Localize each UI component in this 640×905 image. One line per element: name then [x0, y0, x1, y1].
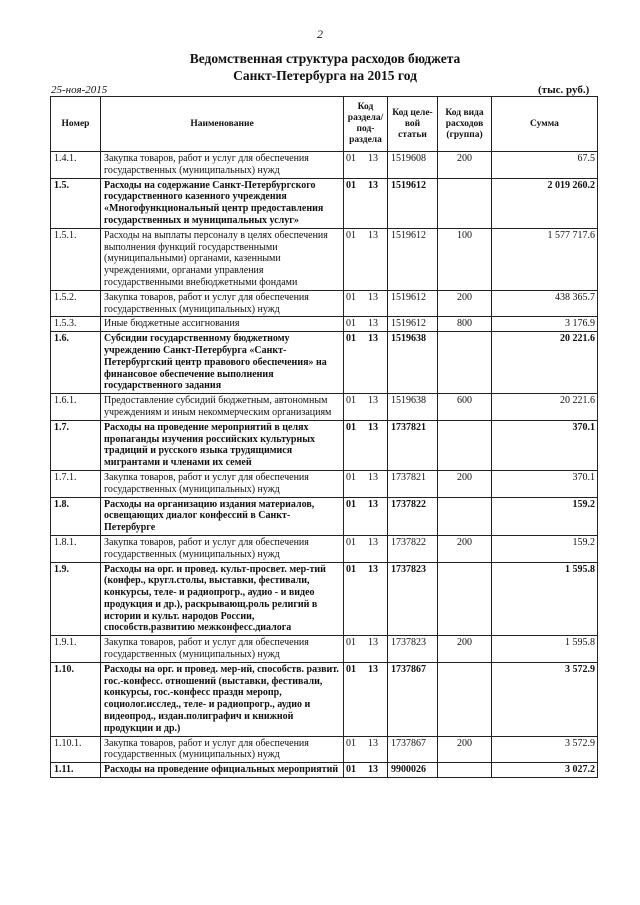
row-name: Расходы на орг. и провед. культ-просвет. мер-тий (конфер., кругл.столы, выставки, фестивали, конкурсы, теле- и радиопрогр., аудио - и видео продукция и др.), раскрывающ.роль религий в истории и культ. народов России, способств.развитию межконфесс.диалога: [101, 562, 344, 636]
row-number: 1.5.: [51, 178, 101, 228]
row-section: [344, 535, 388, 562]
row-name: Субсидии государственному бюджетному учреждению Санкт-Петербурга «Санкт-Петербургский центр правового обеспечения» на финансовое обеспечение выполнения государственного задания: [101, 332, 344, 394]
row-name: Предоставление субсидий бюджетным, автономным учреждениям и иным некоммерческим организациям: [101, 394, 344, 421]
row-article: 1519612: [388, 290, 438, 317]
row-number: 1.10.: [51, 662, 101, 736]
row-sum: 2 019 260.2: [492, 178, 598, 228]
row-section-code: 01: [346, 764, 356, 776]
row-name: Расходы на выплаты персоналу в целях обеспечения выполнения функций государственными (муниципальными) органами, казенными учреждениями, органами управления государственными внебюджетными фондами: [101, 228, 344, 290]
row-article: 9900026: [388, 763, 438, 778]
row-name: Иные бюджетные ассигнования: [101, 317, 344, 332]
document-title: [0, 50, 640, 84]
row-vr: 200: [438, 535, 492, 562]
row-subsection-code: 13: [368, 471, 378, 483]
table-row: [51, 736, 598, 763]
row-subsection-code: 13: [368, 737, 378, 749]
row-name: Расходы на проведение официальных мероприятий: [101, 763, 344, 778]
page-number: 2: [317, 27, 323, 41]
row-subsection-code: 13: [368, 663, 378, 675]
row-article: 1519608: [388, 152, 438, 179]
row-section-code: 01: [346, 318, 356, 330]
row-subsection-code: 13: [368, 421, 378, 433]
row-name: Расходы на содержание Санкт-Петербургского государственного казенного учреждения «Многофункциональный центр предоставления государственных и муниципальных услуг»: [101, 178, 344, 228]
row-vr: [438, 420, 492, 470]
table-row: [51, 535, 598, 562]
row-section-code: 01: [346, 637, 356, 649]
row-name: Расходы на орг. и провед. мер-ий, способств. развит. гос.-конфесс. отношений (выставки, фестивали, конкурсы, гос.-конфесс праздн меропр, социолог.исслед., теле- и радиопрогр., аудио и видеопрод., издан.полиграфич и книжной продукции и др.): [101, 662, 344, 736]
header-name: Наименование: [101, 97, 344, 152]
row-subsection-code: 13: [368, 764, 378, 776]
table-row: [51, 420, 598, 470]
row-article: 1519638: [388, 394, 438, 421]
row-section-code: 01: [346, 395, 356, 407]
row-vr: 800: [438, 317, 492, 332]
row-subsection-code: 13: [368, 498, 378, 510]
row-section-code: 01: [346, 536, 356, 548]
row-section-code: 01: [346, 229, 356, 241]
table-row: [51, 290, 598, 317]
row-section: [344, 736, 388, 763]
row-vr: 200: [438, 736, 492, 763]
row-number: 1.11.: [51, 763, 101, 778]
row-section-code: 01: [346, 421, 356, 433]
row-subsection-code: 13: [368, 318, 378, 330]
row-article: 1519612: [388, 317, 438, 332]
row-vr: [438, 662, 492, 736]
row-article: 1737867: [388, 736, 438, 763]
row-article: 1737823: [388, 636, 438, 663]
table-row: [51, 562, 598, 636]
table-row: [51, 763, 598, 778]
row-sum: 159.2: [492, 535, 598, 562]
row-section: [344, 228, 388, 290]
row-sum: 159.2: [492, 497, 598, 535]
table-header-row: [51, 97, 598, 152]
row-section: [344, 636, 388, 663]
row-number: 1.4.1.: [51, 152, 101, 179]
row-name: Закупка товаров, работ и услуг для обеспечения государственных (муниципальных) нужд: [101, 736, 344, 763]
table-row: [51, 497, 598, 535]
row-name: Расходы на проведение мероприятий в целях пропаганды изучения российских культурных традиций и русского языка трудящимися мигрантами и членами их семей: [101, 420, 344, 470]
row-number: 1.5.2.: [51, 290, 101, 317]
header-sum: Сумма: [492, 97, 598, 152]
row-section: [344, 420, 388, 470]
row-section: [344, 562, 388, 636]
title-line-2: Санкт-Петербурга на 2015 год: [233, 68, 417, 83]
row-article: 1737821: [388, 470, 438, 497]
row-section: [344, 332, 388, 394]
row-number: 1.7.1.: [51, 470, 101, 497]
row-section-code: 01: [346, 663, 356, 675]
row-vr: [438, 332, 492, 394]
row-vr: [438, 763, 492, 778]
table-row: [51, 636, 598, 663]
row-vr: 100: [438, 228, 492, 290]
row-vr: [438, 497, 492, 535]
header-section: Код раздела/ под-раздела: [344, 97, 388, 152]
row-subsection-code: 13: [368, 333, 378, 345]
row-vr: [438, 178, 492, 228]
row-section: [344, 152, 388, 179]
row-number: 1.9.1.: [51, 636, 101, 663]
row-section-code: 01: [346, 471, 356, 483]
table-row: [51, 228, 598, 290]
budget-table: [50, 96, 598, 778]
row-subsection-code: 13: [368, 563, 378, 575]
document-date: 25-ноя-2015: [51, 84, 108, 96]
table-row: [51, 178, 598, 228]
row-number: 1.5.3.: [51, 317, 101, 332]
header-number: Номер: [51, 97, 101, 152]
row-section: [344, 394, 388, 421]
header-article: Код целе-вой статьи: [388, 97, 438, 152]
row-name: Закупка товаров, работ и услуг для обеспечения государственных (муниципальных) нужд: [101, 535, 344, 562]
row-name: Закупка товаров, работ и услуг для обеспечения государственных (муниципальных) нужд: [101, 152, 344, 179]
row-vr: 600: [438, 394, 492, 421]
row-subsection-code: 13: [368, 153, 378, 164]
table-row: [51, 332, 598, 394]
row-sum: 438 365.7: [492, 290, 598, 317]
row-sum: 3 572.9: [492, 662, 598, 736]
row-vr: 200: [438, 152, 492, 179]
row-sum: 3 176.9: [492, 317, 598, 332]
row-sum: 370.1: [492, 470, 598, 497]
row-section-code: 01: [346, 563, 356, 575]
table-row: [51, 317, 598, 332]
row-name: Расходы на организацию издания материалов, освещающих диалог конфессий в Санкт-Петербурге: [101, 497, 344, 535]
units-label: (тыс. руб.): [538, 84, 590, 96]
row-number: 1.6.1.: [51, 394, 101, 421]
row-number: 1.10.1.: [51, 736, 101, 763]
row-number: 1.8.1.: [51, 535, 101, 562]
row-subsection-code: 13: [368, 291, 378, 303]
row-number: 1.6.: [51, 332, 101, 394]
row-article: 1519612: [388, 178, 438, 228]
row-article: 1737822: [388, 497, 438, 535]
row-article: 1737822: [388, 535, 438, 562]
row-sum: 370.1: [492, 420, 598, 470]
title-line-1: Ведомственная структура расходов бюджета: [189, 51, 461, 66]
row-article: 1737823: [388, 562, 438, 636]
row-section: [344, 497, 388, 535]
row-section-code: 01: [346, 179, 356, 191]
row-number: 1.9.: [51, 562, 101, 636]
row-section: [344, 317, 388, 332]
row-sum: 1 595.8: [492, 636, 598, 663]
table-row: [51, 152, 598, 179]
row-sum: 3 572.9: [492, 736, 598, 763]
row-sum: 3 027.2: [492, 763, 598, 778]
row-article: 1519638: [388, 332, 438, 394]
row-subsection-code: 13: [368, 395, 378, 407]
row-name: Закупка товаров, работ и услуг для обеспечения государственных (муниципальных) нужд: [101, 290, 344, 317]
row-subsection-code: 13: [368, 179, 378, 191]
row-vr: [438, 562, 492, 636]
row-number: 1.8.: [51, 497, 101, 535]
row-sum: 67.5: [492, 152, 598, 179]
row-article: 1519612: [388, 228, 438, 290]
row-section: [344, 763, 388, 778]
row-subsection-code: 13: [368, 536, 378, 548]
row-sum: 20 221.6: [492, 332, 598, 394]
row-sum: 1 577 717.6: [492, 228, 598, 290]
row-sum: 20 221.6: [492, 394, 598, 421]
header-vr: Код вида расходов (группа): [438, 97, 492, 152]
row-name: Закупка товаров, работ и услуг для обеспечения государственных (муниципальных) нужд: [101, 636, 344, 663]
row-section-code: 01: [346, 153, 356, 164]
row-section: [344, 470, 388, 497]
row-number: 1.5.1.: [51, 228, 101, 290]
row-section-code: 01: [346, 737, 356, 749]
row-name: Закупка товаров, работ и услуг для обеспечения государственных (муниципальных) нужд: [101, 470, 344, 497]
row-number: 1.7.: [51, 420, 101, 470]
row-section: [344, 662, 388, 736]
row-section-code: 01: [346, 498, 356, 510]
table-row: [51, 662, 598, 736]
row-subsection-code: 13: [368, 637, 378, 649]
row-vr: 200: [438, 636, 492, 663]
row-section: [344, 178, 388, 228]
row-section: [344, 290, 388, 317]
row-subsection-code: 13: [368, 229, 378, 241]
row-vr: 200: [438, 290, 492, 317]
row-article: 1737821: [388, 420, 438, 470]
table-row: [51, 470, 598, 497]
row-article: 1737867: [388, 662, 438, 736]
row-section-code: 01: [346, 291, 356, 303]
row-sum: 1 595.8: [492, 562, 598, 636]
row-section-code: 01: [346, 333, 356, 345]
table-row: [51, 394, 598, 421]
row-vr: 200: [438, 470, 492, 497]
